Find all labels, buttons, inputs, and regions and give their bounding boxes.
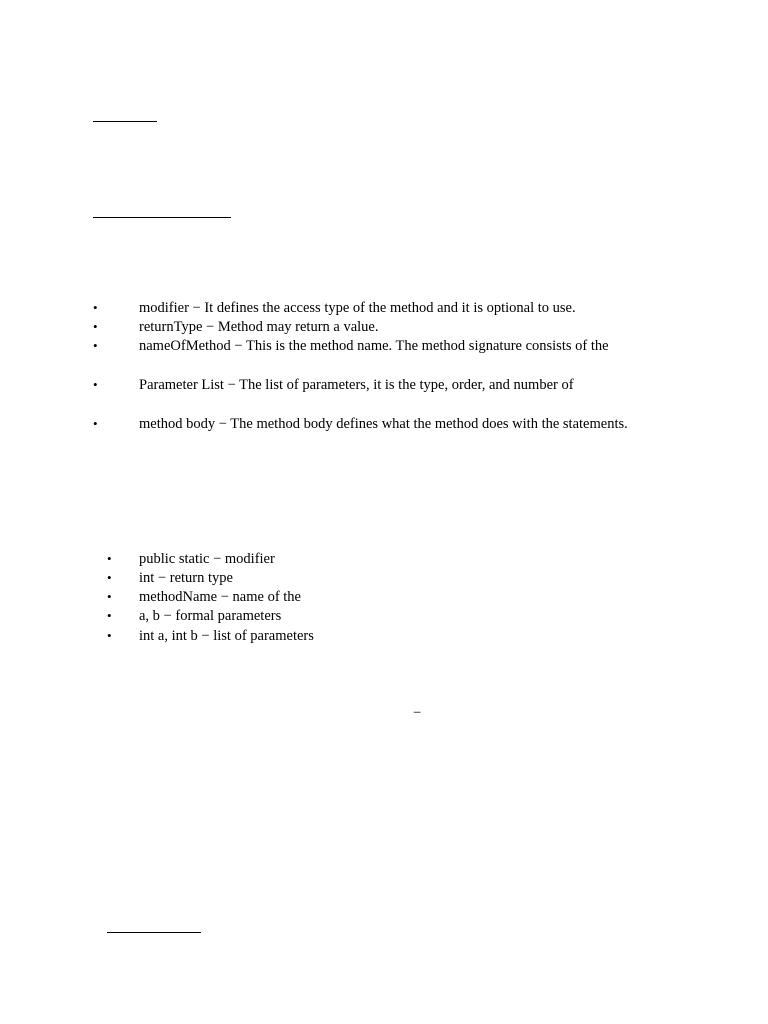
list-item-text: Parameter List − The list of parameters, it is the type, order, and number of [139,377,574,393]
bullet: • [107,570,112,585]
list-item-text: int a, int b − list of parameters [139,628,314,644]
list-item-text: int − return type [139,570,233,586]
list-item-text: modifier − It defines the access type of the method and it is optional to use. [139,300,576,316]
heading-underline-2 [93,217,231,218]
heading-underline-1 [93,121,157,122]
list-item-text: public static − modifier [139,551,275,567]
bullet: • [107,608,112,623]
bullet: • [107,628,112,643]
heading-underline-3 [107,932,201,933]
stray-dash: − [413,705,422,721]
bullet: • [93,338,98,353]
list-item-text: a, b − formal parameters [139,608,282,624]
bullet: • [107,589,112,604]
list-item-text: method body − The method body defines what the method does with the statements. [139,416,628,432]
bullet: • [93,377,98,392]
list-item-text: returnType − Method may return a value. [139,319,379,335]
list-item-text: nameOfMethod − This is the method name. The method signature consists of the [139,338,609,354]
bullet: • [107,551,112,566]
list-item-text: methodName − name of the [139,589,301,605]
bullet: • [93,416,98,431]
bullet: • [93,300,98,315]
bullet: • [93,319,98,334]
